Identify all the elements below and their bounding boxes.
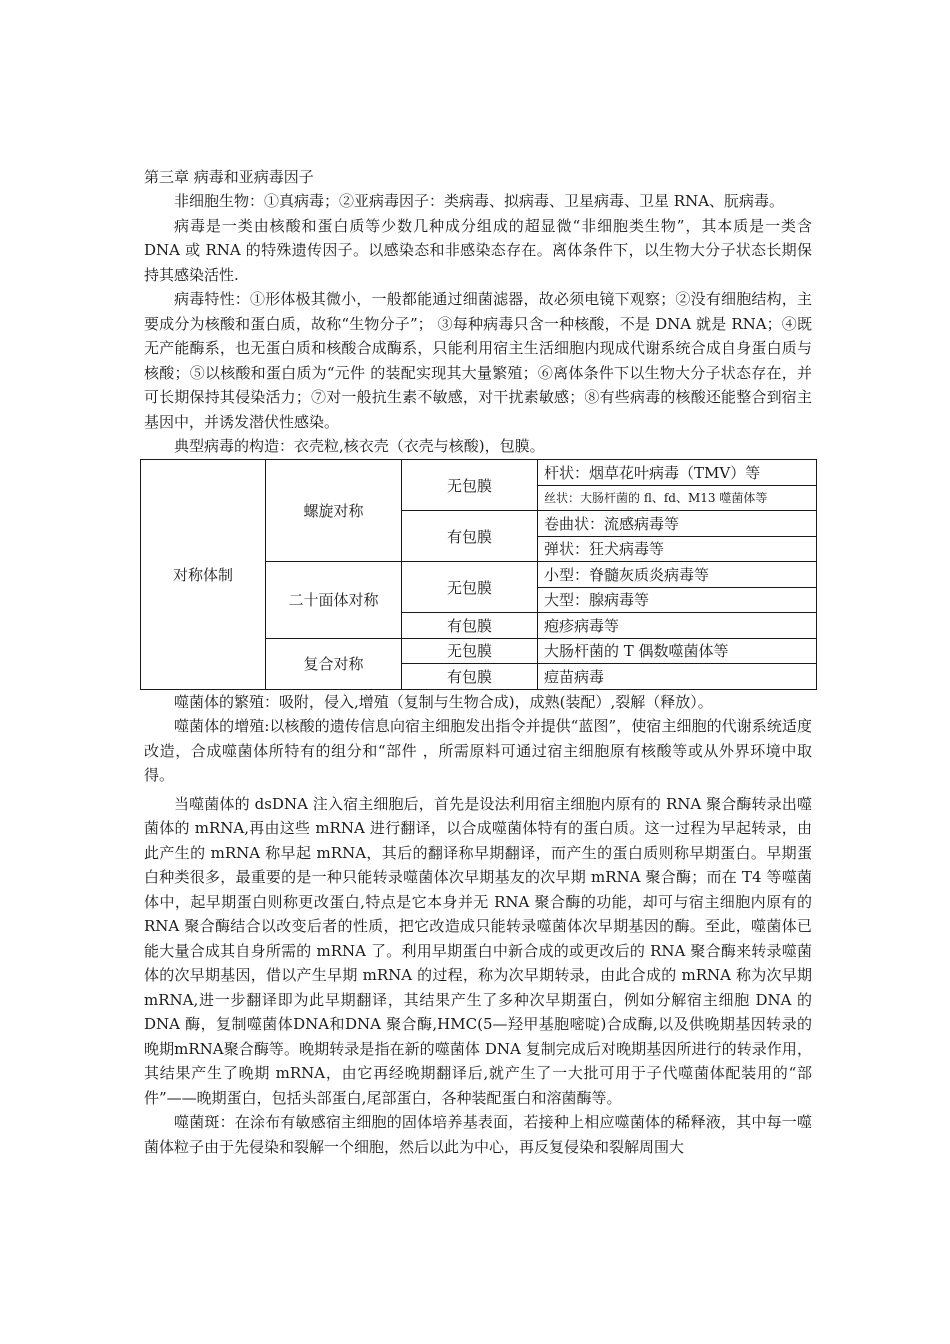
filamentous-cell: 丝状：大肠杆菌的 fl、fd、M13 噬菌体等 <box>538 485 817 511</box>
symmetry-header-cell: 对称体制 <box>141 460 266 690</box>
bullet-shaped-cell: 弹状：狂犬病毒等 <box>538 536 817 562</box>
t-even-phage-cell: 大肠杆菌的 T 偶数噬菌体等 <box>538 638 817 664</box>
paragraph-virus-definition: 病毒是一类由核酸和蛋白质等少数几种成分组成的超显微“非细胞类生物”，其本质是一类含 DNA 或 RNA 的特殊遗传因子。以感染态和非感染态存在。离体条件下，以生物大分子状态长期保持其感染活性. <box>144 216 812 284</box>
helical-no-envelope-cell: 无包膜 <box>402 460 538 511</box>
document-body <box>144 165 812 1159</box>
vaccinia-cell: 痘苗病毒 <box>538 664 817 690</box>
rod-shaped-cell: 杆状：烟草花叶病毒（TMV）等 <box>538 460 817 486</box>
helical-enveloped-cell: 有包膜 <box>402 511 538 562</box>
herpes-cell: 疱疹病毒等 <box>538 613 817 639</box>
paragraph-plaque: 噬菌斑：在涂布有敏感宿主细胞的固体培养基表面，若接种上相应噬菌体的稀释液，其中每一噬菌体粒子由于先侵染和裂解一个细胞，然后以此为中心，再反复侵染和裂解周围大 <box>144 1113 812 1156</box>
small-type-cell: 小型：脊髓灰质炎病毒等 <box>538 562 817 588</box>
paragraph-phage-transcription: 当噬菌体的 dsDNA 注入宿主细胞后，首先是设法利用宿主细胞内原有的 RNA 聚合酶转录出噬菌体的 mRNA,再由这些 mRNA 进行翻译，以合成噬菌体特有的蛋白质。这一过程为早起转录，由此产生的 mRNA 称早起 mRNA，其后的翻译称早期翻译，而产生的蛋白质则称早期蛋白。早期蛋白种类很多，最重要的是一种只能转录噬菌体次早期基友的次早期 mRNA 聚合酶；而在 T4 等噬菌体中，起早期蛋白则称更改蛋白,特点是它本身并无 RNA 聚合酶的功能，却可与宿主细胞内原有的 RNA 聚合酶结合以改变后者的性质，把它改造成只能转录噬菌体次早期基因的酶。至此，噬菌体已能大量合成其自身所需的 mRNA 了。利用早期蛋白中新合成的或更改后的 RNA 聚合酶来转录噬菌体的次早期基因，借以产生早期 mRNA 的过程，称为次早期转录，由此合成的 mRNA 称为次早期 mRNA,进一步翻译即为此早期翻译，其结果产生了多种次早期蛋白，例如分解宿主细胞 DNA 的 DNA 酶，复制噬菌体DNA和DNA 聚合酶,HMC(5—羟甲基胞嘧啶)合成酶,以及供晚期基因转录的晚期mRNA聚合酶等。晚期转录是指在新的噬菌体 DNA 复制完成后对晚期基因所进行的转录作用，其结果产生了晚期 mRNA，由它再经晚期翻译后,就产生了一大批可用于子代噬菌体配装用的“部件”——晚期蛋白，包括头部蛋白,尾部蛋白，各种装配蛋白和溶菌酶等。 <box>144 794 812 1107</box>
large-type-cell: 大型：腺病毒等 <box>538 587 817 613</box>
paragraph-phage-proliferation: 噬菌体的增殖:以核酸的遗传信息向宿主细胞发出指令并提供“蓝图”，使宿主细胞的代谢系统适度改造，合成噬菌体所特有的组分和“部件 ，所需原料可通过宿主细胞原有核酸等或从外界环境中取得。 <box>144 717 812 784</box>
complex-symmetry-cell: 复合对称 <box>266 638 402 689</box>
coiled-cell: 卷曲状：流感病毒等 <box>538 511 817 537</box>
paragraph-virus-properties: 病毒特性：①形体极其微小，一般都能通过细菌滤器，故必须电镜下观察；②没有细胞结构，主要成分为核酸和蛋白质，故称“生物分子”； ③每种病毒只含一种核酸，不是 DNA 就是 RNA；④既无产能酶系，也无蛋白质和核酸合成酶系，只能利用宿主生活细胞内现成代谢系统合成自身蛋白质与核酸；⑤以核酸和蛋白质为“元件 的装配实现其大量繁殖；⑥离体条件下以生物大分子状态存在，并可长期保持其侵染活力；⑦对一般抗生素不敏感，对干扰素敏感；⑧有些病毒的核酸还能整合到宿主基因中，并诱发潜伏性感染。 <box>144 290 812 431</box>
complex-no-envelope-cell: 无包膜 <box>402 638 538 664</box>
icosahedral-no-envelope-cell: 无包膜 <box>402 562 538 613</box>
icosahedral-enveloped-cell: 有包膜 <box>402 613 538 639</box>
virus-symmetry-table <box>140 459 817 690</box>
table-row <box>141 460 817 486</box>
helical-symmetry-cell: 螺旋对称 <box>266 460 402 562</box>
paragraph-noncellular: 非细胞生物：①真病毒；②亚病毒因子：类病毒、拟病毒、卫星病毒、卫星 RNA、朊病毒。 <box>174 192 785 210</box>
icosahedral-symmetry-cell: 二十面体对称 <box>266 562 402 639</box>
chapter-title: 第三章 病毒和亚病毒因子 <box>144 168 314 186</box>
paragraph-virus-structure: 典型病毒的构造：衣壳粒,核衣壳（衣壳与核酸)，包膜。 <box>174 437 545 455</box>
paragraph-phage-reproduction: 噬菌体的繁殖：吸附，侵入,增殖（复制与生物合成)，成熟(装配）,裂解（释放）。 <box>174 692 713 711</box>
complex-enveloped-cell: 有包膜 <box>402 664 538 690</box>
